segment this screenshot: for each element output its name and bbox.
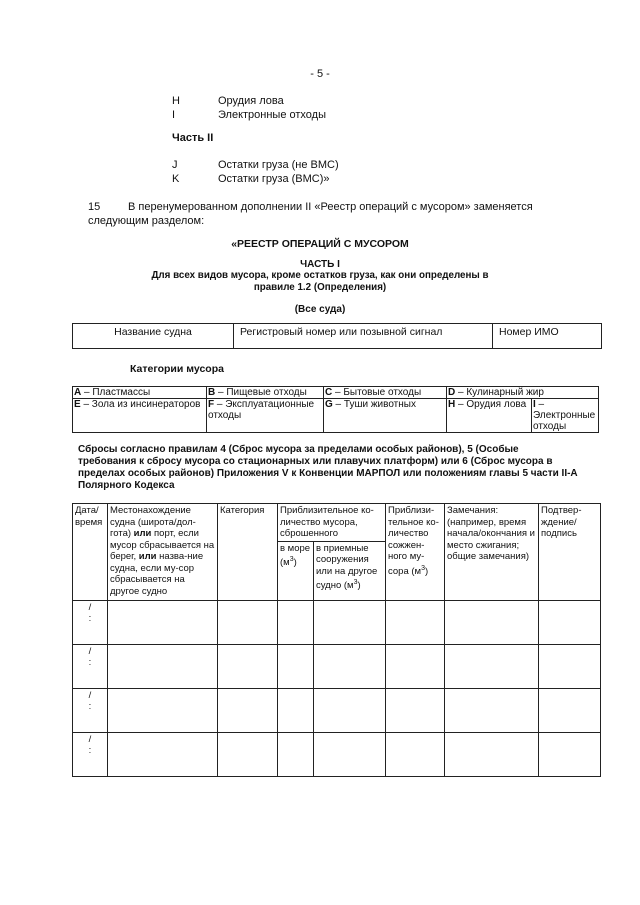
date-time-cell[interactable]: / : <box>73 600 108 644</box>
discharges-heading: Сбросы согласно правилам 4 (Сброс мусора за пределами особых районов), 5 (Особые требования к сбросу мусора со стационарных или плавучих платформ) или 6 (Сброс мусора в пределах особых районов) Приложения V к Конвенции МАРПОЛ или положениям главы 5 части II-A Полярного Кодекса <box>78 444 578 491</box>
table-row <box>73 688 601 732</box>
paragraph-number: 15 <box>88 201 101 213</box>
confirmation-header: Подтвер-ждение/ подпись <box>539 504 601 601</box>
date-time-header: Дата/ время <box>73 504 108 601</box>
category-header: Категория <box>218 504 278 601</box>
all-ships-note: (Все суда) <box>294 304 346 315</box>
discharge-table <box>72 503 601 777</box>
vessel-table <box>72 323 602 349</box>
list-item: H Орудия лова <box>172 95 284 107</box>
location-header: Местонахождение судна (широта/дол-гота) или порт, если мусор сбрасывается на берег, или назва-ние судна, если му-сор сбрасывается на другое судно <box>108 504 218 601</box>
shore-header: в приемные сооружения или на другое судно $(м^3)$ <box>314 541 386 600</box>
vessel-name-header: Название судна <box>73 324 234 349</box>
category-d: D – Кулинарный жир <box>447 387 599 399</box>
part1-title: ЧАСТЬ I <box>300 259 340 270</box>
table-row <box>73 600 601 644</box>
garbage-list-part1 <box>172 94 326 122</box>
categories-heading: Категории мусора <box>130 363 224 375</box>
incinerated-header: Приблизи-тельное ко-личество сожжен-ного му-сора $(м^3)$ <box>386 504 445 601</box>
page-number: - 5 - <box>310 68 330 80</box>
vessel-reg-header: Регистровый номер или позывной сигнал <box>234 324 493 349</box>
date-time-cell[interactable]: / : <box>73 644 108 688</box>
categories-table <box>72 386 599 433</box>
category-a: A – Пластмассы <box>73 387 207 399</box>
table-row <box>73 644 601 688</box>
date-time-cell[interactable]: / : <box>73 688 108 732</box>
date-time-cell[interactable]: / : <box>73 732 108 776</box>
garbage-list-part2 <box>172 158 339 186</box>
vessel-imo-header: Номер ИМО <box>493 324 602 349</box>
paragraph-text: В перенумерованном дополнении II «Реестр операций с мусором» заменяется следующим разделом: <box>88 201 533 227</box>
list-item: J Остатки груза (не ВМС) <box>172 159 339 171</box>
list-item: K Остатки груза (ВМС)» <box>172 173 330 185</box>
remarks-header: Замечания: (например, время начала/окончания и место сжигания; общие замечания) <box>445 504 539 601</box>
amendment-paragraph <box>88 200 558 228</box>
part2-heading: Часть II <box>172 132 214 144</box>
category-b: B – Пищевые отходы <box>207 387 324 399</box>
category-e: E – Зола из инсинераторов <box>73 399 207 433</box>
approx-quantity-header: Приблизительное ко-личество мусора, сброшенного <box>278 504 386 542</box>
category-f: F – Эксплуатационные отходы <box>207 399 324 433</box>
at-sea-header: в море $(м^3)$ <box>278 541 314 600</box>
category-h: H – Орудия лова <box>447 399 532 433</box>
register-title: «РЕЕСТР ОПЕРАЦИЙ С МУСОРОМ <box>231 238 409 250</box>
category-i: I – Электронные отходы <box>532 399 599 433</box>
list-item: I Электронные отходы <box>172 109 327 121</box>
table-row <box>73 732 601 776</box>
category-c: C – Бытовые отходы <box>324 387 447 399</box>
category-g: G – Туши животных <box>324 399 447 433</box>
part1-subtitle: Для всех видов мусора, кроме остатков груза, как они определены в правиле 1.2 (Определения) <box>151 270 489 293</box>
